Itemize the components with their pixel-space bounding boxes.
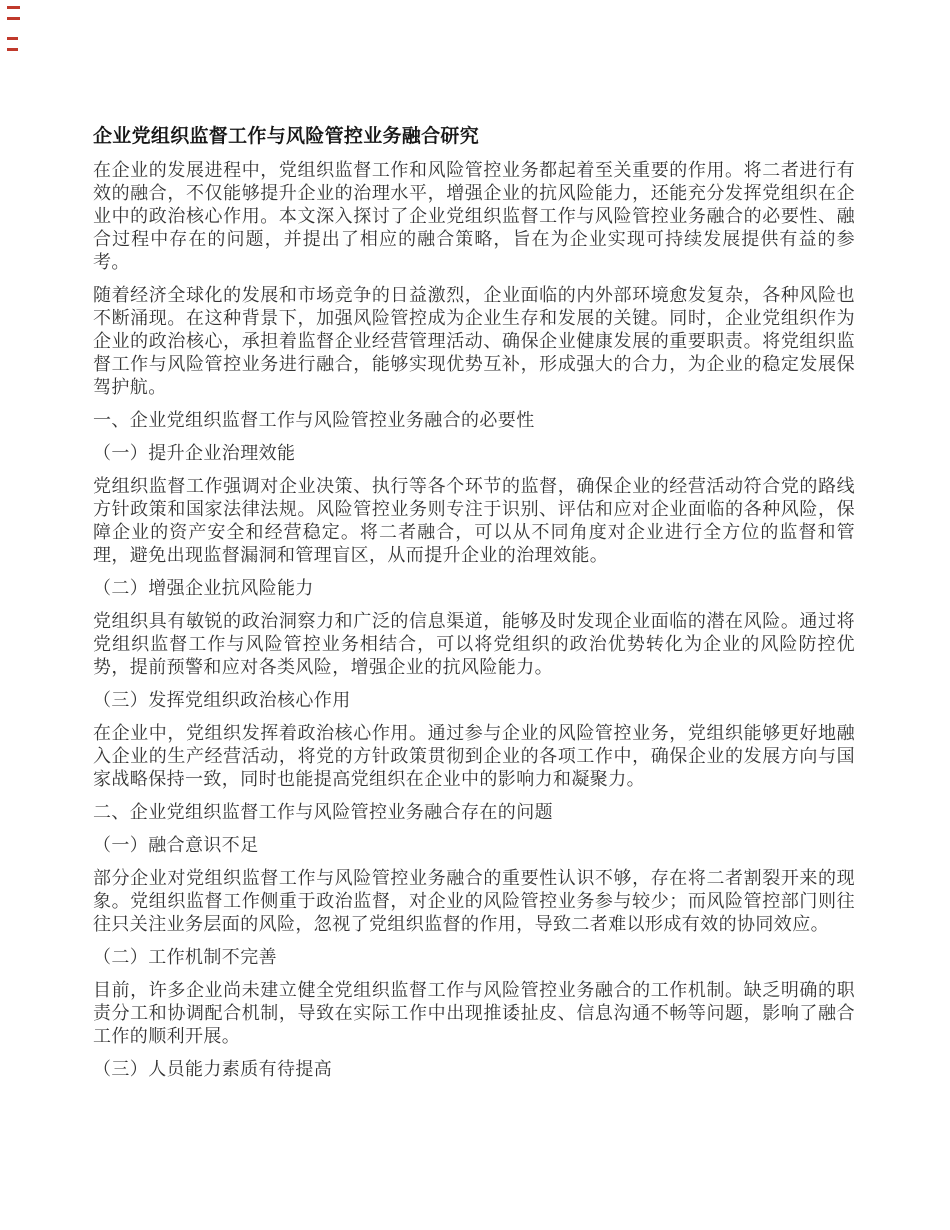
doc-title: 企业党组织监督工作与风险管控业务融合研究: [93, 126, 480, 147]
body-paragraph: 党组织具有敏锐的政治洞察力和广泛的信息渠道，能够及时发现企业面临的潜在风险。通过将党组织监督工作与风险管控业务相结合，可以将党组织的政治优势转化为企业的风险防控优势，提前预警和应对各类风险，增强企业的抗风险能力。: [93, 611, 855, 677]
red-annotation-mark: [7, 37, 18, 51]
section-heading: 一、企业党组织监督工作与风险管控业务融合的必要性: [93, 410, 535, 430]
body-paragraph: 党组织监督工作强调对企业决策、执行等各个环节的监督，确保企业的经营活动符合党的路线方针政策和国家法律法规。风险管控业务则专注于识别、评估和应对企业面临的各种风险，保障企业的资产安全和经营稳定。将二者融合，可以从不同角度对企业进行全方位的监督和管理，避免出现监督漏洞和管理盲区，从而提升企业的治理效能。: [93, 476, 855, 565]
sub-heading: （三）发挥党组织政治核心作用: [93, 690, 351, 710]
body-paragraph: 部分企业对党组织监督工作与风险管控业务融合的重要性认识不够，存在将二者割裂开来的现象。党组织监督工作侧重于政治监督，对企业的风险管控业务参与较少；而风险管控部门则往往只关注业务层面的风险，忽视了党组织监督的作用，导致二者难以形成有效的协同效应。: [93, 868, 855, 934]
section-heading: 二、企业党组织监督工作与风险管控业务融合存在的问题: [93, 802, 553, 822]
body-paragraph: 随着经济全球化的发展和市场竞争的日益激烈，企业面临的内外部环境愈发复杂，各种风险也不断涌现。在这种背景下，加强风险管控成为企业生存和发展的关键。同时，企业党组织作为企业的政治核心，承担着监督企业经营管理活动、确保企业健康发展的重要职责。将党组织监督工作与风险管控业务进行融合，能够实现优势互补，形成强大的合力，为企业的稳定发展保驾护航。: [93, 285, 855, 397]
sub-heading: （二）工作机制不完善: [93, 947, 277, 967]
red-annotation-mark: [7, 6, 20, 20]
body-paragraph: 目前，许多企业尚未建立健全党组织监督工作与风险管控业务融合的工作机制。缺乏明确的职责分工和协调配合机制，导致在实际工作中出现推诿扯皮、信息沟通不畅等问题，影响了融合工作的顺利开展。: [93, 980, 855, 1046]
sub-heading: （三）人员能力素质有待提高: [93, 1059, 333, 1079]
sub-heading: （一）提升企业治理效能: [93, 443, 296, 463]
body-paragraph: 在企业的发展进程中，党组织监督工作和风险管控业务都起着至关重要的作用。将二者进行有效的融合，不仅能够提升企业的治理水平，增强企业的抗风险能力，还能充分发挥党组织在企业中的政治核心作用。本文深入探讨了企业党组织监督工作与风险管控业务融合的必要性、融合过程中存在的问题，并提出了相应的融合策略，旨在为企业实现可持续发展提供有益的参考。: [93, 160, 855, 272]
body-paragraph: 在企业中，党组织发挥着政治核心作用。通过参与企业的风险管控业务，党组织能够更好地融入企业的生产经营活动，将党的方针政策贯彻到企业的各项工作中，确保企业的发展方向与国家战略保持一致，同时也能提高党组织在企业中的影响力和凝聚力。: [93, 723, 855, 789]
document-content: [93, 125, 855, 1091]
sub-heading: （一）融合意识不足: [93, 835, 259, 855]
sub-heading: （二）增强企业抗风险能力: [93, 578, 314, 598]
